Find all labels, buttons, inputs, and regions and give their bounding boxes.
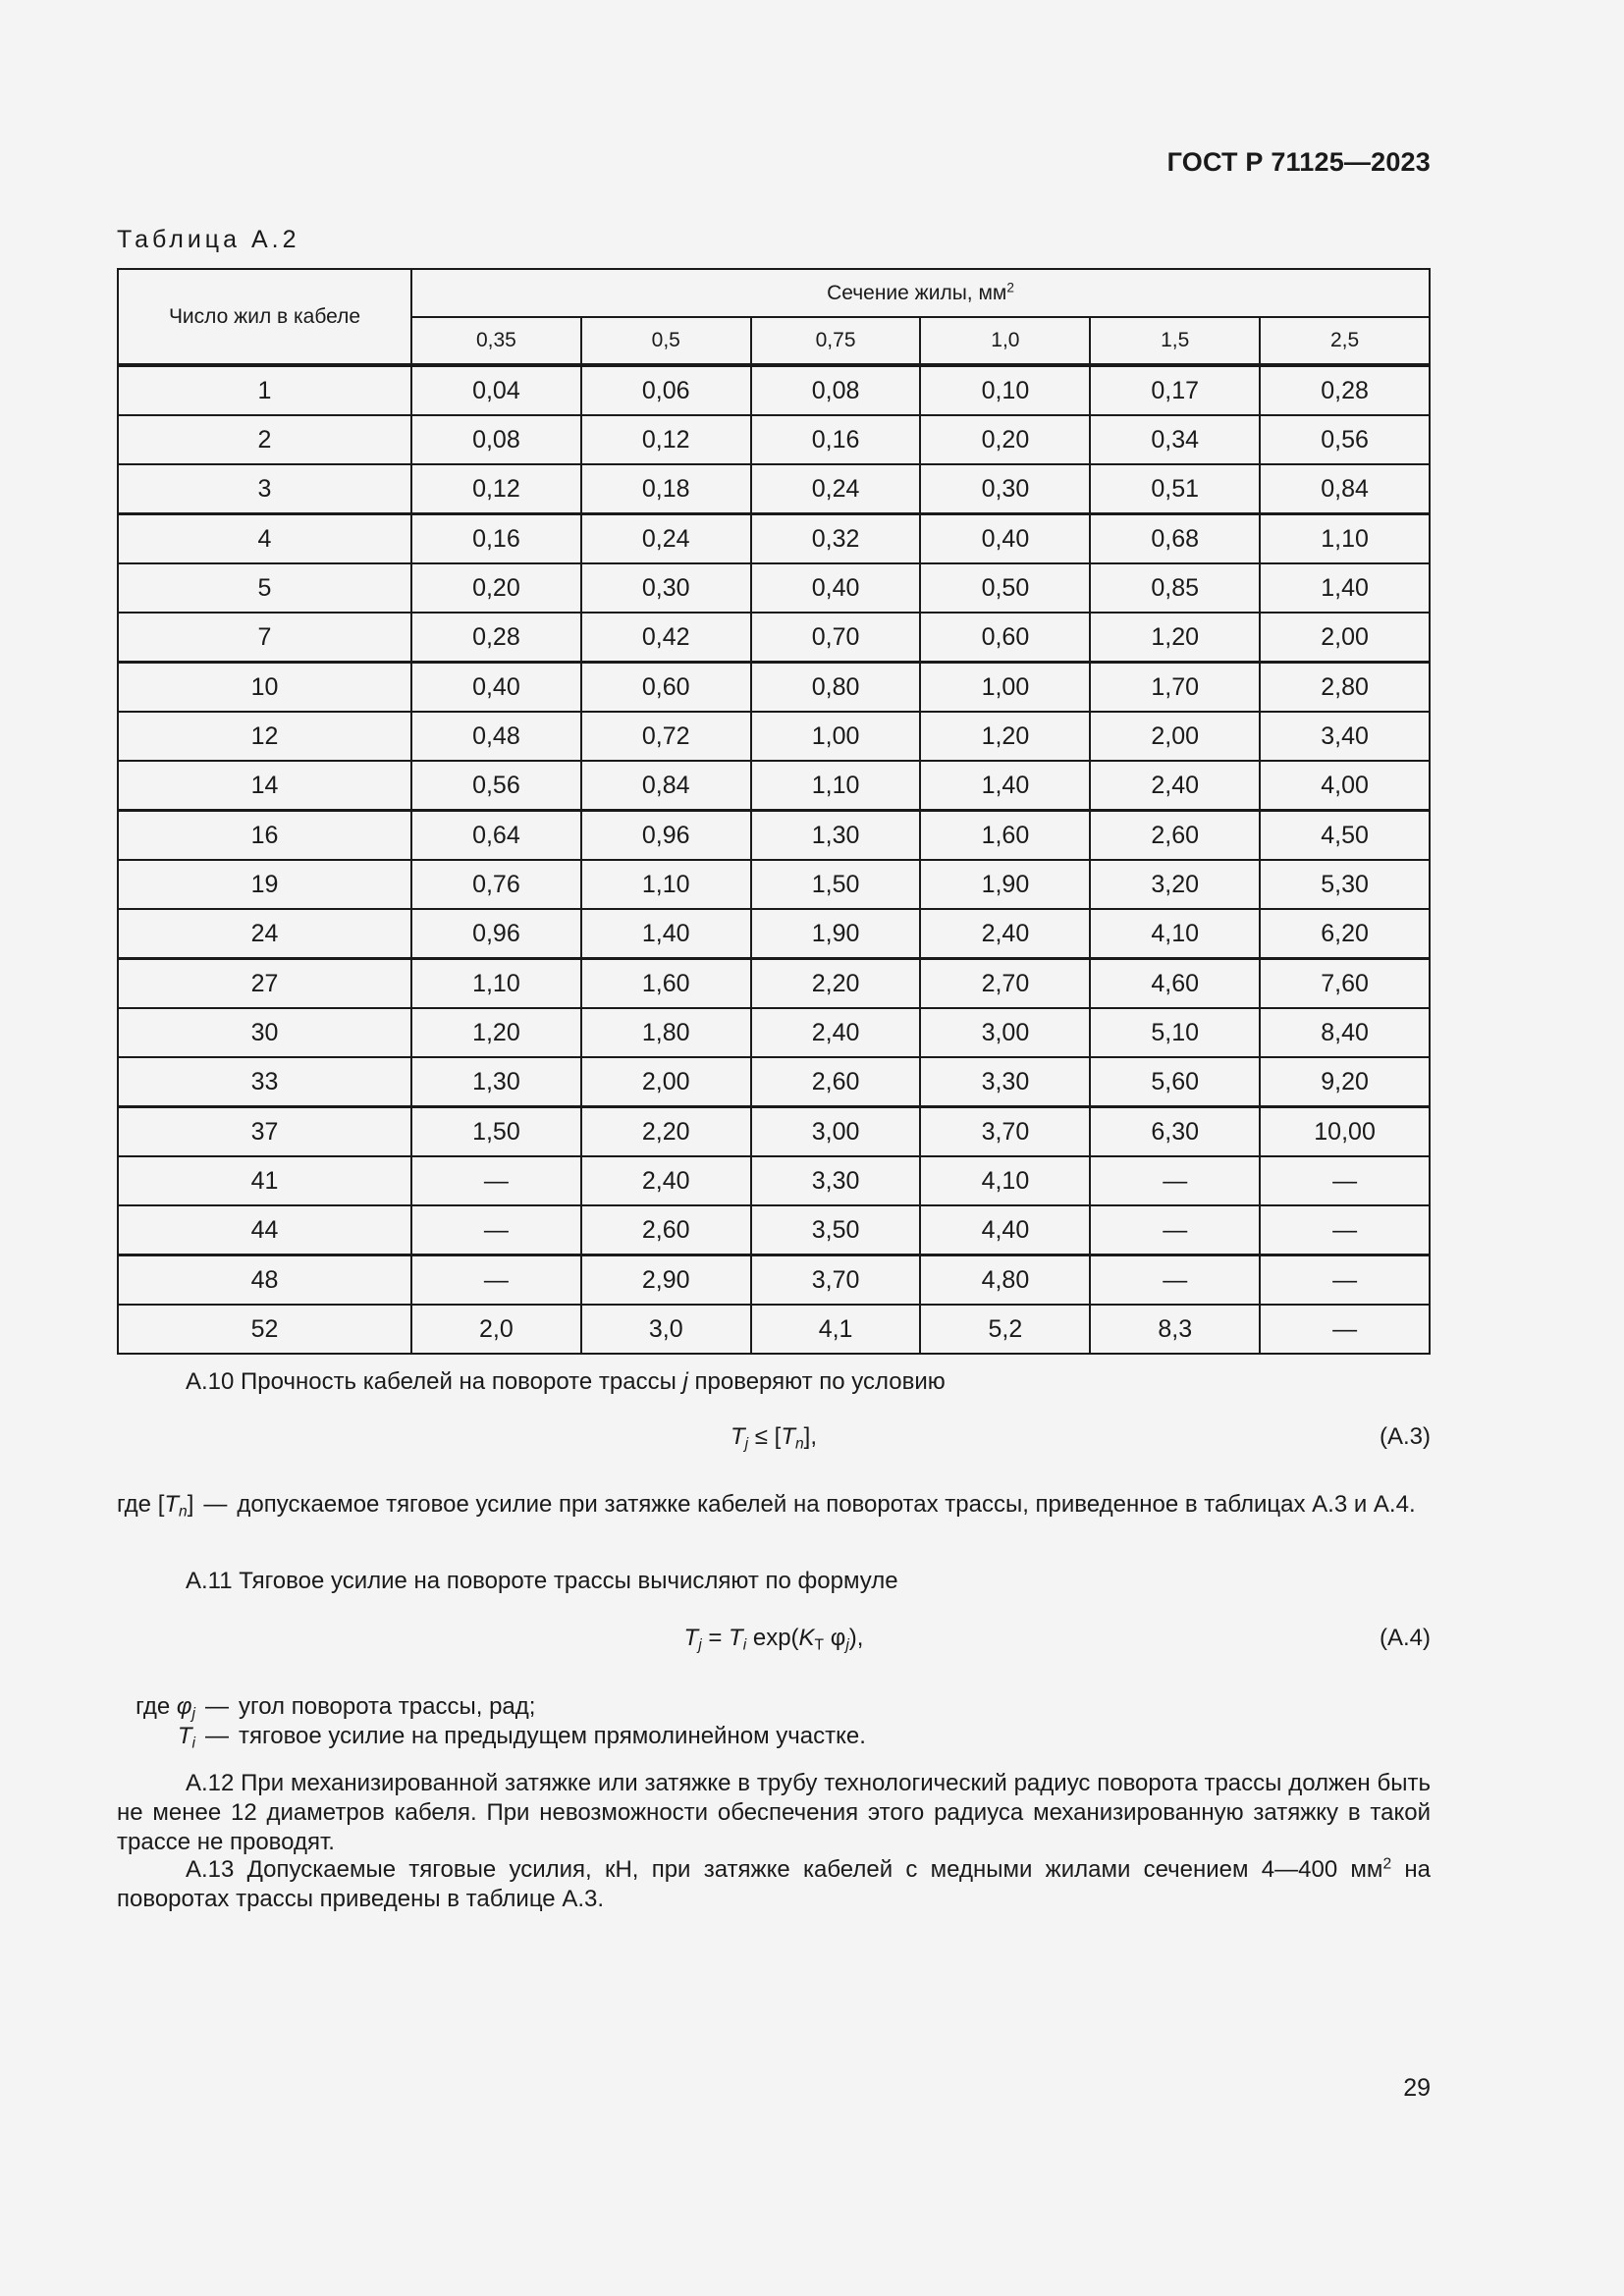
table-cell: 3,0 — [581, 1305, 751, 1354]
table-cell: 2,40 — [581, 1156, 751, 1205]
table-cell: 4,50 — [1260, 811, 1430, 861]
table-cell: 0,30 — [920, 464, 1090, 514]
table-cell: 2,20 — [581, 1107, 751, 1157]
column-header-cell: 0,5 — [581, 317, 751, 365]
table-cell: 0,12 — [581, 415, 751, 464]
definitions-a4 — [117, 1692, 1431, 1751]
table-cell: 2,40 — [751, 1008, 921, 1057]
row-label-cell: 27 — [118, 959, 411, 1009]
table-row — [118, 415, 1430, 464]
paragraph-a13: А.13 Допускаемые тяговые усилия, кН, при затяжке кабелей с медными жилами сечением 4—400 $мм^2$ на поворотах трассы приведены в таблице А.3. — [117, 1855, 1431, 1912]
table-cell: 0,72 — [581, 712, 751, 761]
table-cell: 0,96 — [411, 909, 581, 959]
table-cell: 5,60 — [1090, 1057, 1260, 1107]
table-cell: 10,00 — [1260, 1107, 1430, 1157]
table-cell: 0,84 — [581, 761, 751, 811]
table-row — [118, 1008, 1430, 1057]
table-row — [118, 514, 1430, 564]
column-header-cell: 1,0 — [920, 317, 1090, 365]
table-cell: 0,16 — [411, 514, 581, 564]
table-cell: 4,80 — [920, 1255, 1090, 1306]
table-cell: 0,28 — [411, 613, 581, 663]
table-cell: 5,2 — [920, 1305, 1090, 1354]
table-cell: 6,20 — [1260, 909, 1430, 959]
table-cell: 1,20 — [411, 1008, 581, 1057]
table-cell: 2,40 — [920, 909, 1090, 959]
table-cell: 8,40 — [1260, 1008, 1430, 1057]
table-cell: 0,50 — [920, 563, 1090, 613]
table-cell: — — [1260, 1305, 1430, 1354]
definition-a3: где $[T_n]$ — допускаемое тяговое усилие при затяжке кабелей на поворотах трассы, приведенное в таблицах А.3 и А.4. — [117, 1491, 1416, 1521]
table-cell: 0,60 — [920, 613, 1090, 663]
table-cell: 0,30 — [581, 563, 751, 613]
row-header-cell: Число жил в кабеле — [118, 269, 411, 365]
group-header-cell: Сечение жилы, $мм^2$ — [411, 269, 1430, 317]
table-cell: 4,60 — [1090, 959, 1260, 1009]
table-cell: 0,85 — [1090, 563, 1260, 613]
table-cell: 3,20 — [1090, 860, 1260, 909]
table-cell: 6,30 — [1090, 1107, 1260, 1157]
paragraph-a10: А.10 Прочность кабелей на повороте трассы j проверяют по условию — [186, 1368, 946, 1395]
row-label-cell: 37 — [118, 1107, 411, 1157]
table-row — [118, 563, 1430, 613]
table-row — [118, 1156, 1430, 1205]
formula-number: (А.4) — [1379, 1625, 1431, 1651]
data-table — [117, 268, 1431, 1355]
table-cell: 7,60 — [1260, 959, 1430, 1009]
row-label-cell: 5 — [118, 563, 411, 613]
row-label-cell: 1 — [118, 365, 411, 415]
table-cell: 2,20 — [751, 959, 921, 1009]
table-cell: 9,20 — [1260, 1057, 1430, 1107]
table-cell: 3,70 — [751, 1255, 921, 1306]
table-cell: 4,10 — [920, 1156, 1090, 1205]
table-row — [118, 1205, 1430, 1255]
table-cell: 0,17 — [1090, 365, 1260, 415]
table-cell: 1,10 — [411, 959, 581, 1009]
table-cell: 0,32 — [751, 514, 921, 564]
table-cell: 1,70 — [1090, 663, 1260, 713]
paragraph-a11: А.11 Тяговое усилие на повороте трассы вычисляют по формуле — [186, 1568, 898, 1594]
table-cell: 0,20 — [920, 415, 1090, 464]
table-cell: 8,3 — [1090, 1305, 1260, 1354]
definition-item: где $\varphi_j$ — угол поворота трассы, рад; — [135, 1693, 536, 1723]
table-row — [118, 811, 1430, 861]
table-row — [118, 613, 1430, 663]
table-cell: 2,90 — [581, 1255, 751, 1306]
table-cell: 3,40 — [1260, 712, 1430, 761]
table-cell: 2,60 — [581, 1205, 751, 1255]
row-label-cell: 4 — [118, 514, 411, 564]
column-header-cell: 1,5 — [1090, 317, 1260, 365]
row-label-cell: 24 — [118, 909, 411, 959]
row-label-cell: 2 — [118, 415, 411, 464]
column-header-cell: 2,5 — [1260, 317, 1430, 365]
table-cell: 1,80 — [581, 1008, 751, 1057]
table-row — [118, 959, 1430, 1009]
row-label-cell: 41 — [118, 1156, 411, 1205]
table-row — [118, 663, 1430, 713]
table-cell: 4,40 — [920, 1205, 1090, 1255]
table-cell: 3,30 — [920, 1057, 1090, 1107]
table-cell: 0,68 — [1090, 514, 1260, 564]
table-cell: 0,56 — [1260, 415, 1430, 464]
table-cell: 2,0 — [411, 1305, 581, 1354]
row-label-cell: 12 — [118, 712, 411, 761]
table-cell: 1,10 — [751, 761, 921, 811]
table-cell: 3,30 — [751, 1156, 921, 1205]
row-label-cell: 19 — [118, 860, 411, 909]
table-caption: Таблица А.2 — [117, 226, 300, 253]
table-cell: — — [1090, 1255, 1260, 1306]
table-cell: 4,10 — [1090, 909, 1260, 959]
table-cell: 5,10 — [1090, 1008, 1260, 1057]
table-cell: 1,90 — [751, 909, 921, 959]
table-cell: 0,48 — [411, 712, 581, 761]
table-cell: — — [1090, 1205, 1260, 1255]
formula-a4: $T_j = T_i$ $\exp(K_T$ $\varphi_j$), (А.4) — [683, 1625, 1431, 1654]
table-cell: 0,60 — [581, 663, 751, 713]
table-cell: 2,00 — [581, 1057, 751, 1107]
table-cell: — — [411, 1205, 581, 1255]
table-cell: 3,50 — [751, 1205, 921, 1255]
table-cell: 1,40 — [581, 909, 751, 959]
table-cell: 1,50 — [411, 1107, 581, 1157]
table-cell: 0,24 — [751, 464, 921, 514]
column-header-cell: 0,35 — [411, 317, 581, 365]
table-cell: 1,40 — [1260, 563, 1430, 613]
row-label-cell: 7 — [118, 613, 411, 663]
table-row — [118, 860, 1430, 909]
table-cell: 1,10 — [1260, 514, 1430, 564]
table-cell: — — [1260, 1205, 1430, 1255]
table-cell: — — [1090, 1156, 1260, 1205]
table-cell: 2,80 — [1260, 663, 1430, 713]
row-label-cell: 14 — [118, 761, 411, 811]
table-cell: 1,60 — [581, 959, 751, 1009]
table-cell: 3,00 — [920, 1008, 1090, 1057]
table-cell: 0,34 — [1090, 415, 1260, 464]
table-cell: 0,84 — [1260, 464, 1430, 514]
document-id: ГОСТ Р 71125—2023 — [1166, 147, 1431, 177]
table-row — [118, 1305, 1430, 1354]
table-cell: — — [411, 1156, 581, 1205]
page-number: 29 — [1403, 2074, 1431, 2102]
column-header-cell: 0,75 — [751, 317, 921, 365]
table-cell: 0,08 — [751, 365, 921, 415]
paragraph-a12: А.12 При механизированной затяжке или затяжке в трубу технологический радиус поворота трассы должен быть не менее 12 диаметров кабеля. При невозможности обеспечения этого радиуса механизированную затяжку в такой трассе не проводят. — [117, 1770, 1431, 1855]
table-cell: 0,04 — [411, 365, 581, 415]
table-row — [118, 464, 1430, 514]
formula-a3: $T_j \le [T_n]$, (А.3) — [730, 1423, 1431, 1453]
table-row — [118, 909, 1430, 959]
formula-number: (А.3) — [1379, 1423, 1431, 1450]
table-row — [118, 712, 1430, 761]
table-cell: — — [411, 1255, 581, 1306]
table-cell: 0,18 — [581, 464, 751, 514]
table-cell: 0,56 — [411, 761, 581, 811]
table-cell: 0,40 — [411, 663, 581, 713]
row-label-cell: 48 — [118, 1255, 411, 1306]
row-label-cell: 3 — [118, 464, 411, 514]
row-label-cell: 44 — [118, 1205, 411, 1255]
row-label-cell: 30 — [118, 1008, 411, 1057]
table-row — [118, 1057, 1430, 1107]
table-cell: 0,12 — [411, 464, 581, 514]
row-label-cell: 33 — [118, 1057, 411, 1107]
table-cell: 2,40 — [1090, 761, 1260, 811]
row-label-cell: 10 — [118, 663, 411, 713]
table-cell: 0,40 — [751, 563, 921, 613]
table-cell: 0,20 — [411, 563, 581, 613]
table-cell: 2,00 — [1260, 613, 1430, 663]
table-cell: 0,64 — [411, 811, 581, 861]
table-cell: 1,60 — [920, 811, 1090, 861]
table-cell: 1,50 — [751, 860, 921, 909]
table-cell: 2,00 — [1090, 712, 1260, 761]
table-cell: 0,08 — [411, 415, 581, 464]
table-row — [118, 761, 1430, 811]
table-cell: 0,28 — [1260, 365, 1430, 415]
table-cell: 0,06 — [581, 365, 751, 415]
table-cell: 5,30 — [1260, 860, 1430, 909]
table-row — [118, 365, 1430, 415]
table-cell: 1,40 — [920, 761, 1090, 811]
table-cell: — — [1260, 1156, 1430, 1205]
definition-item: $T_i$ — тяговое усилие на предыдущем прямолинейном участке. — [177, 1723, 866, 1752]
table-cell: 1,00 — [751, 712, 921, 761]
table-cell: — — [1260, 1255, 1430, 1306]
table-cell: 0,16 — [751, 415, 921, 464]
table-cell: 1,20 — [1090, 613, 1260, 663]
table-cell: 1,30 — [751, 811, 921, 861]
table-cell: 1,20 — [920, 712, 1090, 761]
table-cell: 1,30 — [411, 1057, 581, 1107]
table-cell: 0,24 — [581, 514, 751, 564]
table-cell: 1,00 — [920, 663, 1090, 713]
table-cell: 2,70 — [920, 959, 1090, 1009]
table-cell: 2,60 — [1090, 811, 1260, 861]
row-label-cell: 52 — [118, 1305, 411, 1354]
table-cell: 0,70 — [751, 613, 921, 663]
table-cell: 0,51 — [1090, 464, 1260, 514]
table-row — [118, 1107, 1430, 1157]
table-cell: 3,70 — [920, 1107, 1090, 1157]
table-cell: 1,10 — [581, 860, 751, 909]
table-cell: 0,42 — [581, 613, 751, 663]
table-cell: 0,76 — [411, 860, 581, 909]
table-cell: 0,80 — [751, 663, 921, 713]
table-row — [118, 1255, 1430, 1306]
table-cell: 2,60 — [751, 1057, 921, 1107]
table-cell: 0,10 — [920, 365, 1090, 415]
table-cell: 4,00 — [1260, 761, 1430, 811]
table-cell: 0,96 — [581, 811, 751, 861]
row-label-cell: 16 — [118, 811, 411, 861]
table-cell: 0,40 — [920, 514, 1090, 564]
table-cell: 4,1 — [751, 1305, 921, 1354]
table-cell: 3,00 — [751, 1107, 921, 1157]
table-cell: 1,90 — [920, 860, 1090, 909]
